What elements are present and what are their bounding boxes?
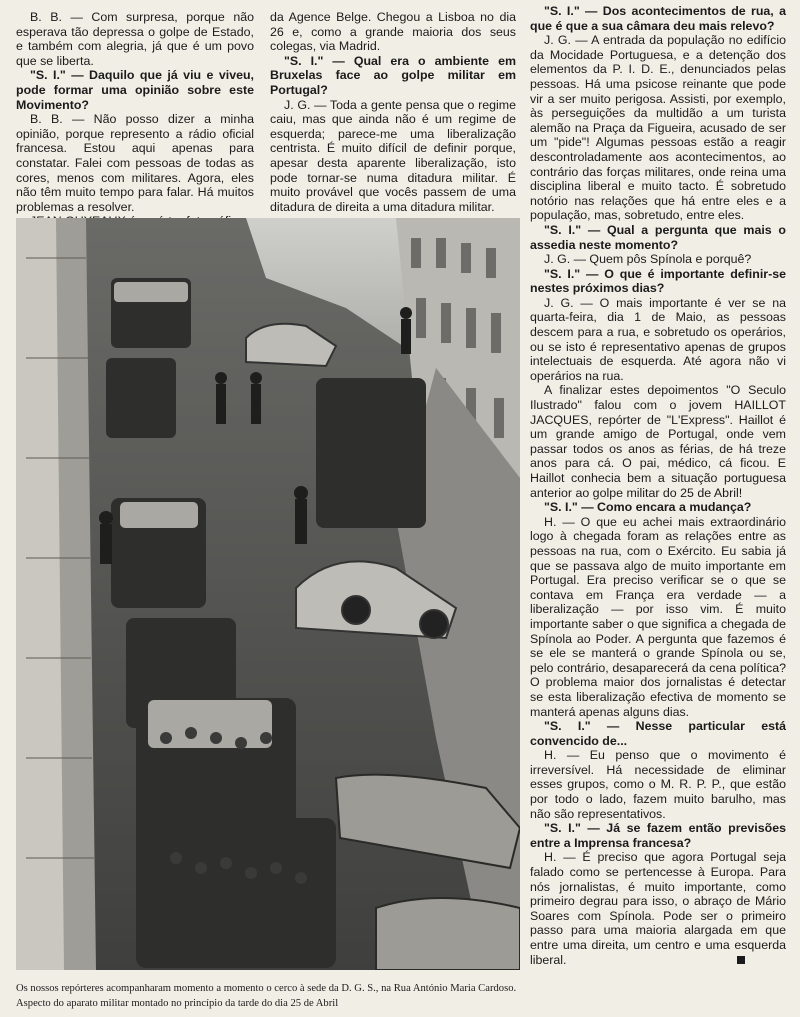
photo-illustration [16, 218, 520, 970]
interview-question: "S. I." — Já se fazem então previsões entre a Imprensa francesa? [530, 821, 786, 850]
article-column-1 [16, 10, 254, 229]
answer-paragraph: J. G. — A entrada da população no edifício da Mocidade Portuguesa, e a detenção dos elementos da P. I. D. E., denunciados pelas pessoas. Há uma psicose reinante que pode vir a ser muito perigosa. Assisti, por exemplo, às perseguições da multidão a um turista alemão na Praça da Figueira, acusado de ser um "pide"! Algumas pessoas estão a reagir descontroladamente aos acontecimentos, ao contrário das forças militares, onde reina uma disciplina liberal e muito tacto. É sobretudo notório nas relações que há entre eles e a população, mas, sobretudo, entre eles. [530, 33, 786, 223]
interview-question: "S. I." — Qual a pergunta que mais o assedia neste momento? [530, 222, 786, 252]
article-column-3 [530, 4, 786, 967]
answer-paragraph: B. B. — Não posso dizer a minha opinião, porque represento a rádio oficial francesa. Estou aqui apenas para constatar. Falei com pessoas de todas as cores, menos com militares. Agora, eles não têm muito tempo para falar. Há muitos problemas a resolver. [16, 112, 254, 214]
answer-paragraph: J. G. — Toda a gente pensa que o regime caiu, mas que ainda não é um regime de esquerda; parece-me uma liberalização centrista. É muito difícil de definir porque, apesar desta aparente liberalização, isto pode tornar-se numa ditadura militar. É muito provável que vocês passem de uma ditadura de direita a uma ditadura militar. [270, 97, 516, 214]
answer-text: H. — É preciso que agora Portugal seja falado como se pertencesse à Europa. Para nós jornalistas, é muito importante, como primeiro degrau para isso, o abraço de Mário Soares com Spínola. Pode ser o primeiro passo para uma maioria alargada em que entre uma direita, um centro e uma esquerda liberal. [530, 850, 786, 967]
intro-paragraph: da Agence Belge. Chegou a Lisboa no dia 26 e, como a grande maioria dos seus colegas, via Madrid. [270, 10, 516, 54]
answer-paragraph: J. G. — O mais importante é ver se na quarta-feira, dia 1 de Maio, as pessoas descem para a rua, e sobretudo os operários, ou se isto é representativo apenas de grupos intelectuais de esquerda. Até agora não vi operários na rua. [530, 295, 786, 383]
interview-question: "S. I." — Qual era o ambiente em Bruxelas face ao golpe militar em Portugal? [270, 53, 516, 97]
interview-question: "S. I." — Como encara a mudança? [544, 500, 752, 515]
article-column-2 [270, 10, 516, 239]
interview-question: "S. I." — O que é importante definir-se nestes próximos dias? [530, 266, 786, 296]
answer-paragraph: B. B. — Com surpresa, porque não esperava tão depressa o golpe de Estado, e também com alegria, já que é um povo que se liberta. [16, 10, 254, 68]
interview-question: "S. I." — Nesse particular está convencido de... [530, 719, 786, 748]
interview-question: "S. I." — Dos acontecimentos de rua, a que é que a sua câmara deu mais relevo? [530, 4, 786, 33]
intro-paragraph: A finalizar estes depoimentos "O Seculo Ilustrado" falou com o jovem HAILLOT JACQUES, repórter de "L'Express". Haillot é um grande amigo de Portugal, onde vem passar todos os anos as férias, de há treze anos para cá. O pai, médico, cá ficou. E Haillot conhecia bem a situação portuguesa anterior ao golpe militar do 25 de Abril! [530, 383, 786, 500]
photo-caption: Os nossos repórteres acompanharam momento a momento o cerco à sede da D. G. S., na Rua António Maria Cardoso. Aspecto do aparato militar montado no princípio da tarde do dia 25 de Abril [16, 983, 517, 1009]
answer-paragraph: H. — O que eu achei mais extraordinário logo à chegada foram as relações entre as pessoas na rua, com o Exército. Eu sabia já que se passava algo de muito importante em Portugal. Era preciso verificar se o que se contava em França era verdade — a liberalização — por isso vim. É muito importante saber o que significa a chegada de Spínola ao Poder. A pergunta que fazemos é se ele se manterá o grande Spínola ou se, pelo contrário, desaparecerá da cena política? O problema maior dos jornalistas é detectar se esta liberalização efectiva de momento se manterá apenas alguns dias. [530, 514, 786, 719]
answer-paragraph [530, 850, 786, 967]
end-of-article-mark [737, 956, 745, 964]
street-photo [16, 218, 520, 970]
interview-question: "S. I." — Daquilo que já viu e viveu, pode formar uma opinião sobre este Movimento? [16, 68, 254, 112]
answer-paragraph: J. G. — Quem pôs Spínola e porquê? [544, 252, 752, 267]
answer-paragraph: H. — Eu penso que o movimento é irreversível. Há necessidade de eliminar esses grupos, como o M. R. P. P., que estão por todo o lado, fazem muito barulho, mas não são representativos. [530, 748, 786, 821]
